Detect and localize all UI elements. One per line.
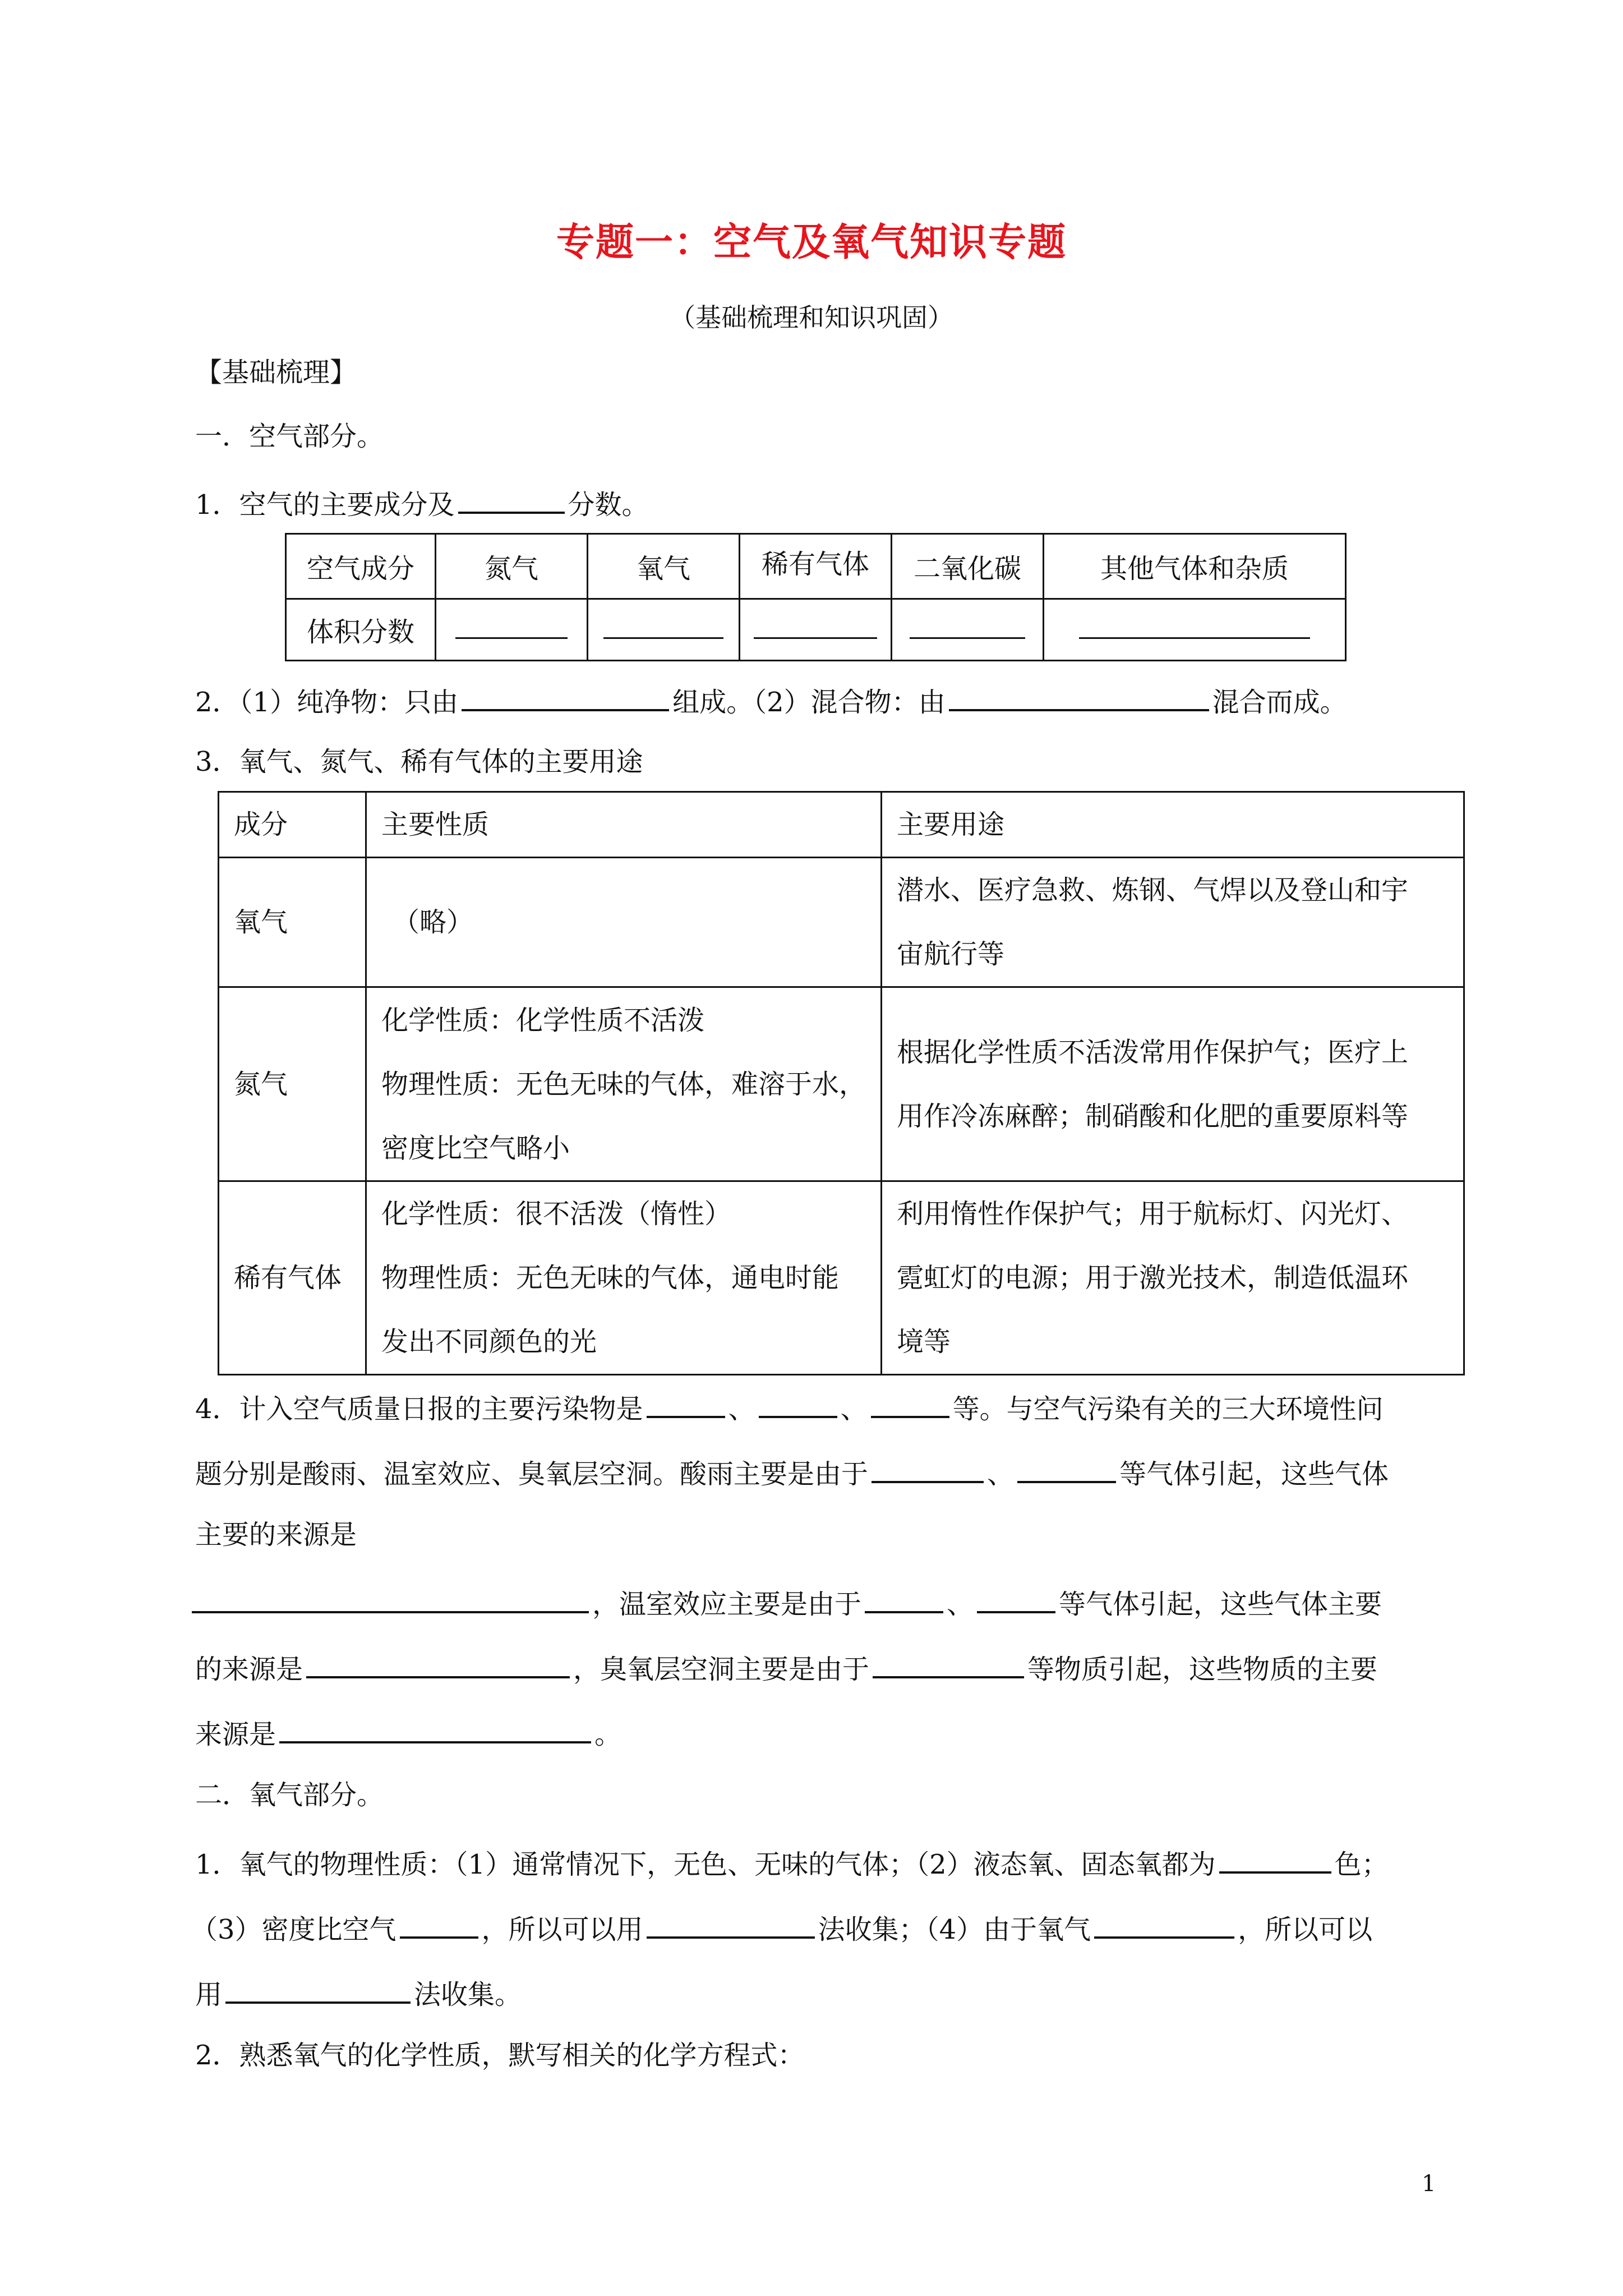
q4-text: 、 <box>728 1393 755 1425</box>
gas-props <box>366 987 882 1181</box>
part1-q4-line4 <box>192 1586 1382 1618</box>
table-row <box>219 858 1464 987</box>
q1-suffix: 分数。 <box>568 489 649 521</box>
part1-q4-line2 <box>195 1456 1389 1488</box>
props-line: 物理性质：无色无味的气体，通电时能 <box>381 1262 840 1294</box>
q4-text: 等。与空气污染有关的三大环境性问 <box>952 1393 1384 1425</box>
fill-blank[interactable] <box>949 684 1209 711</box>
q-text: 色； <box>1334 1849 1389 1880</box>
gas-uses <box>882 1181 1464 1375</box>
part1-q4-line5 <box>195 1651 1377 1683</box>
fill-blank[interactable] <box>1094 1912 1234 1939</box>
uses-line: 根据化学性质不活泼常用作保护气；医疗上 <box>897 1036 1409 1068</box>
q4-text: 等气体引起，这些气体主要 <box>1059 1589 1382 1620</box>
q-text: ，所以可以 <box>1238 1914 1373 1945</box>
fill-blank[interactable] <box>400 1912 478 1939</box>
table-cell: 空气成分 <box>286 534 436 599</box>
table-row <box>286 599 1346 661</box>
table-row <box>219 987 1464 1181</box>
part1-q4-line1 <box>195 1391 1384 1423</box>
table-cell: 稀有气体 <box>740 534 892 599</box>
table-cell: 氧气 <box>588 534 740 599</box>
fill-blank[interactable] <box>225 1977 411 2004</box>
fill-blank[interactable] <box>1219 1847 1331 1874</box>
table-cell: 二氧化碳 <box>892 534 1044 599</box>
gas-uses-table <box>218 791 1465 1375</box>
part2-q1-line1 <box>195 1847 1389 1878</box>
q4-text: 4．计入空气质量日报的主要污染物是 <box>195 1393 643 1425</box>
page-title: 专题一：空气及氧气知识专题 <box>556 220 1067 265</box>
gas-uses <box>882 858 1464 987</box>
fill-blank[interactable] <box>759 1391 837 1418</box>
gas-props <box>366 858 882 987</box>
gas-name: 稀有气体 <box>219 1181 366 1375</box>
fill-blank[interactable] <box>871 1391 949 1418</box>
props-line: 物理性质：无色无味的气体，难溶于水， <box>381 1068 866 1100</box>
q4-text: 、 <box>947 1589 974 1620</box>
q-text: 用 <box>195 1979 223 2010</box>
fill-blank[interactable] <box>977 1586 1055 1613</box>
fill-blank[interactable] <box>279 1717 591 1743</box>
fill-blank[interactable] <box>865 1586 943 1613</box>
table-cell: 氮气 <box>436 534 588 599</box>
fill-blank[interactable] <box>647 1391 725 1418</box>
table-header: 主要性质 <box>366 792 882 858</box>
fill-blank[interactable] <box>458 487 565 514</box>
q-text: 法收集。 <box>414 1979 522 2010</box>
gas-name: 氮气 <box>219 987 366 1181</box>
q4-text: 题分别是酸雨、温室效应、臭氧层空洞。酸雨主要是由于 <box>195 1458 869 1490</box>
table-header: 成分 <box>219 792 366 858</box>
part1-q1 <box>195 487 649 521</box>
q4-text: 的来源是 <box>195 1654 303 1685</box>
gas-name: 氧气 <box>219 858 366 987</box>
part2-q1-line3 <box>195 1977 522 2008</box>
q4-text: 、 <box>987 1458 1015 1490</box>
table-cell[interactable] <box>1044 599 1346 661</box>
table-cell[interactable] <box>436 599 588 661</box>
part2-heading: 二．氧气部分。 <box>195 1779 384 1811</box>
table-cell: 其他气体和杂质 <box>1044 534 1346 599</box>
uses-line: 霓虹灯的电源；用于激光技术，制造低温环 <box>897 1262 1409 1294</box>
part1-q2 <box>195 684 1347 716</box>
props-line: （略） <box>393 907 474 938</box>
table-cell[interactable] <box>892 599 1044 661</box>
fill-blank[interactable] <box>873 1651 1024 1678</box>
fill-blank[interactable] <box>192 1586 589 1613</box>
gas-props <box>366 1181 882 1375</box>
page-number: 1 <box>1422 2171 1436 2197</box>
q1-prefix: 1．空气的主要成分及 <box>195 489 455 521</box>
fill-blank[interactable] <box>872 1456 984 1483</box>
fill-blank[interactable] <box>1017 1456 1116 1483</box>
q-text: ，所以可以用 <box>481 1914 643 1945</box>
props-line: 密度比空气略小 <box>381 1132 570 1164</box>
fill-blank[interactable] <box>306 1651 570 1678</box>
q4-text: 等物质引起，这些物质的主要 <box>1027 1654 1378 1685</box>
q-text: （3）密度比空气 <box>191 1914 396 1945</box>
table-cell: 体积分数 <box>286 599 436 661</box>
section-heading: 【基础梳理】 <box>195 357 357 388</box>
table-row <box>219 1181 1464 1375</box>
q2-text-c: 混合而成。 <box>1212 687 1347 718</box>
gas-uses <box>882 987 1464 1181</box>
uses-line: 潜水、医疗急救、炼钢、气焊以及登山和宇 <box>897 875 1409 906</box>
part1-q3-heading: 3．氧气、氮气、稀有气体的主要用途 <box>195 746 643 777</box>
uses-line: 宙航行等 <box>897 938 1005 970</box>
part2-q1-line2 <box>191 1912 1372 1943</box>
q4-text: 来源是 <box>195 1719 276 1750</box>
uses-line: 用作冷冻麻醉；制硝酸和化肥的重要原料等 <box>897 1100 1409 1132</box>
table-row <box>286 534 1346 599</box>
q2-text-a: 2．（1）纯净物：只由 <box>195 687 459 718</box>
page-subtitle: （基础梳理和知识巩固） <box>670 302 953 333</box>
part1-q4-line6 <box>195 1717 621 1748</box>
q4-text: ，臭氧层空洞主要是由于 <box>573 1654 870 1685</box>
part1-q4-line3: 主要的来源是 <box>195 1519 357 1550</box>
q4-text: 。 <box>594 1719 622 1750</box>
q4-text: ，温室效应主要是由于 <box>592 1589 862 1620</box>
fill-blank[interactable] <box>462 684 669 711</box>
props-line: 发出不同颜色的光 <box>381 1326 597 1358</box>
q4-text: 等气体引起，这些气体 <box>1119 1458 1389 1490</box>
q-text: 1．氧气的物理性质：（1）通常情况下，无色、无味的气体；（2）液态氧、固态氧都为 <box>195 1849 1216 1880</box>
q-text: 法收集；（4）由于氧气 <box>818 1914 1091 1945</box>
table-header: 主要用途 <box>882 792 1464 858</box>
air-composition-table <box>285 533 1347 661</box>
uses-line: 利用惰性作保护气；用于航标灯、闪光灯、 <box>897 1198 1409 1230</box>
q2-text-b: 组成。（2）混合物：由 <box>672 687 946 718</box>
fill-blank[interactable] <box>647 1912 815 1939</box>
table-cell[interactable] <box>740 599 892 661</box>
uses-line: 境等 <box>897 1326 951 1358</box>
q4-text: 、 <box>840 1393 868 1425</box>
props-line: 化学性质：很不活泼（惰性） <box>381 1198 732 1230</box>
table-row <box>219 792 1464 858</box>
table-cell[interactable] <box>588 599 740 661</box>
props-line: 化学性质：化学性质不活泼 <box>381 1004 705 1036</box>
part1-heading: 一．空气部分。 <box>195 421 384 452</box>
part2-q2: 2．熟悉氧气的化学性质，默写相关的化学方程式： <box>195 2040 805 2071</box>
